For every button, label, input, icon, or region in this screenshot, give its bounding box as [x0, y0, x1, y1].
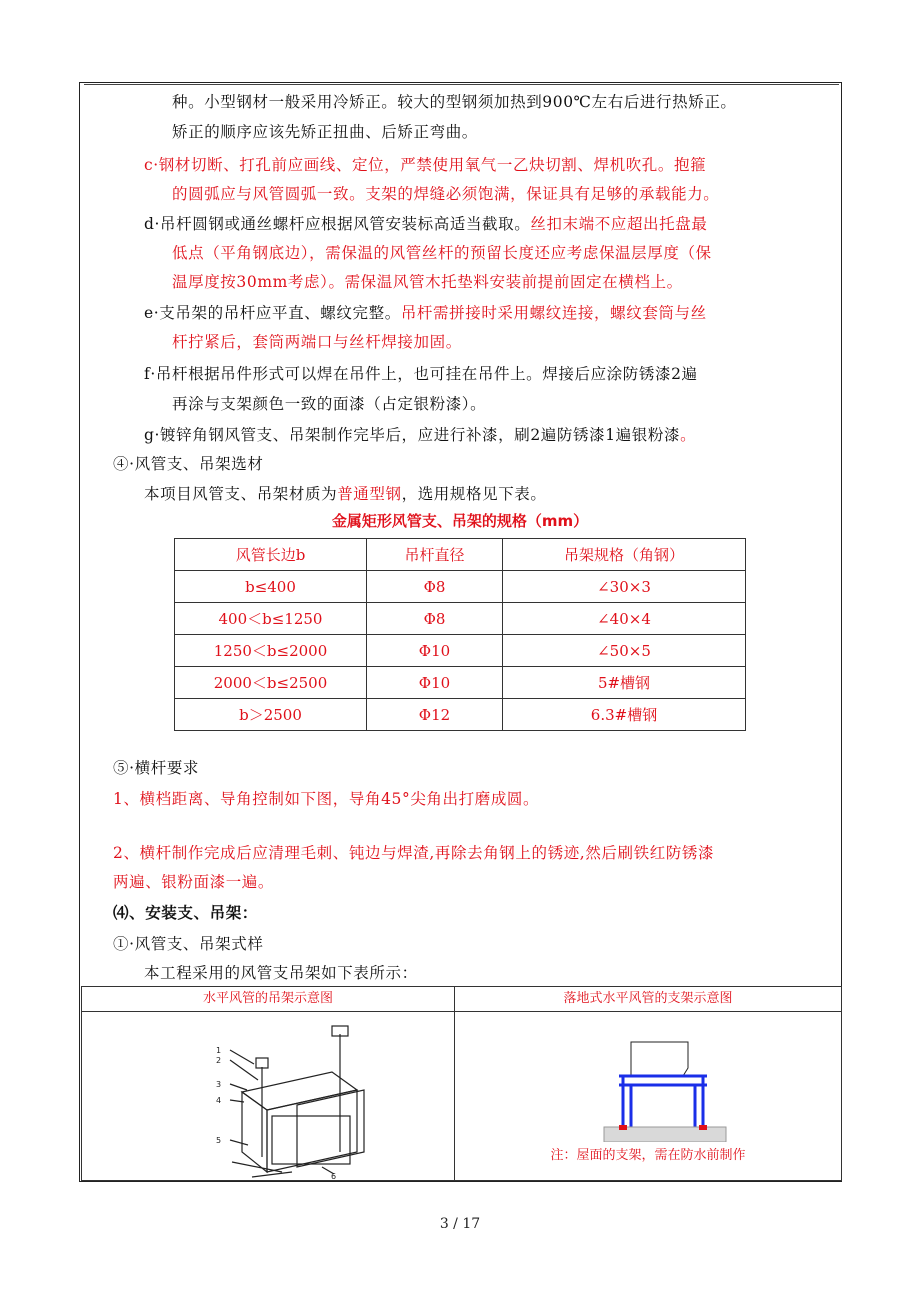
- material-line: [144, 482, 547, 504]
- subheading-1: ①·风管支、吊架式样: [113, 935, 264, 953]
- duct-side: [242, 1092, 267, 1172]
- intro-line: 本工程采用的风管支吊架如下表所示：: [144, 964, 418, 982]
- item-g: [144, 423, 696, 445]
- table-row: [175, 699, 746, 731]
- section-4-heading: ⑷、安装支、吊架：: [113, 904, 258, 922]
- item-e: [144, 301, 707, 323]
- item-d-text: d·吊杆圆钢或通丝螺杆应根据风管安装标高适当截取。: [144, 215, 531, 233]
- figure-note: 注：屋面的支架，需在防水前制作: [550, 1148, 746, 1163]
- item-e-red: 吊杆需拼接时采用螺纹连接，螺纹套筒与丝: [400, 304, 707, 322]
- table-cell: 5#槽钢: [503, 667, 746, 699]
- callout-label: 1: [216, 1046, 222, 1055]
- table-header-row: [175, 539, 746, 571]
- table-cell: b≤400: [175, 571, 367, 603]
- spec-table: [174, 538, 746, 731]
- table-row: [175, 571, 746, 603]
- support-frame: [619, 1076, 707, 1127]
- table-cell: Φ8: [367, 603, 503, 635]
- figure-right-cell: [455, 1012, 842, 1181]
- heading-5: ⑤·横杆要求: [113, 759, 200, 777]
- table-header: 吊架规格（角钢）: [503, 539, 746, 571]
- figure-left-cell: [82, 1012, 455, 1181]
- table-cell: Φ10: [367, 635, 503, 667]
- callout-label: 6: [331, 1172, 337, 1180]
- item-g-text: g·镀锌角钢风管支、吊架制作完毕后，应进行补漆，刷2遍防锈漆1遍银粉漆: [144, 426, 681, 444]
- callout-label: 4: [216, 1096, 222, 1105]
- heading-4: ④·风管支、吊架选材: [113, 455, 264, 473]
- text-line: 种。小型钢材一般采用冷矫正。较大的型钢须加热到900℃左右后进行热矫正。: [172, 93, 737, 111]
- table-row: [175, 603, 746, 635]
- table-cell: 6.3#槽钢: [503, 699, 746, 731]
- callout-label: 3: [216, 1080, 222, 1089]
- duct-box: [631, 1042, 688, 1076]
- duct-front: [267, 1090, 357, 1172]
- item-e-text: e·支吊架的吊杆应平直、螺纹完整。: [144, 304, 401, 322]
- figure-table: [81, 986, 842, 1181]
- item-c-cont: 的圆弧应与风管圆弧一致。支架的焊缝必须饱满，保证具有足够的承载能力。: [172, 185, 720, 203]
- item-d-cont: 低点（平角钢底边），需保温的风管丝杆的预留长度还应考虑保温层厚度（保: [172, 244, 712, 262]
- item-f: f·吊杆根据吊件形式可以焊在吊件上，也可挂在吊件上。焊接后应涂防锈漆2遍: [144, 365, 698, 383]
- table-cell: ∠30×3: [503, 571, 746, 603]
- figure-right-title: 落地式水平风管的支架示意图: [455, 987, 842, 1012]
- callout-label: 2: [216, 1056, 222, 1065]
- table-row: [175, 667, 746, 699]
- text-line: 矫正的顺序应该先矫正扭曲、后矫正弯曲。: [172, 123, 478, 141]
- table-row: [175, 635, 746, 667]
- table-cell: Φ8: [367, 571, 503, 603]
- figure-left-title: 水平风管的吊架示意图: [82, 987, 455, 1012]
- table-cell: 2000＜b≤2500: [175, 667, 367, 699]
- item-c: c·钢材切断、打孔前应画线、定位，严禁使用氧气一乙炔切割、焊机吹孔。抱箍: [144, 156, 707, 174]
- requirement-1: 1、横档距离、导角控制如下图，导角45°尖角出打磨成圆。: [113, 790, 540, 808]
- table-cell: ∠40×4: [503, 603, 746, 635]
- requirement-2: 2、横杆制作完成后应清理毛刺、钝边与焊渣,再除去角钢上的锈迹,然后刷铁红防锈漆: [113, 844, 715, 862]
- item-f-cont: 再涂与支架颜色一致的面漆（占定银粉漆）。: [172, 395, 487, 413]
- material-text: 本项目风管支、吊架材质为: [144, 485, 338, 503]
- table-cell: Φ12: [367, 699, 503, 731]
- table-cell: 1250＜b≤2000: [175, 635, 367, 667]
- material-type: 普通型钢: [337, 485, 402, 503]
- item-d-cont: 温厚度按30mm考虑）。需保温风管木托垫料安装前提前固定在横档上。: [172, 273, 683, 291]
- item-d-red: 丝扣末端不应超出托盘最: [530, 215, 708, 233]
- table-header: 风管长边b: [175, 539, 367, 571]
- table-cell: ∠50×5: [503, 635, 746, 667]
- requirement-2-cont: 两遍、银粉面漆一遍。: [113, 873, 275, 891]
- item-g-red: 。: [680, 426, 697, 444]
- table-cell: b＞2500: [175, 699, 367, 731]
- material-text-end: ，选用规格见下表。: [401, 485, 547, 503]
- table-cell: 400＜b≤1250: [175, 603, 367, 635]
- item-d: [144, 212, 707, 234]
- table-cell: Φ10: [367, 667, 503, 699]
- spec-table-title: 金属矩形风管支、吊架的规格（mm）: [331, 512, 589, 530]
- floor-support-diagram: [455, 1012, 841, 1142]
- page-number: 3 / 17: [439, 1216, 481, 1232]
- item-e-cont: 杆拧紧后，套筒两端口与丝杆焊接加固。: [172, 333, 462, 351]
- hanger-diagram: [82, 1012, 454, 1180]
- table-header: 吊杆直径: [367, 539, 503, 571]
- callout-label: 5: [216, 1136, 222, 1145]
